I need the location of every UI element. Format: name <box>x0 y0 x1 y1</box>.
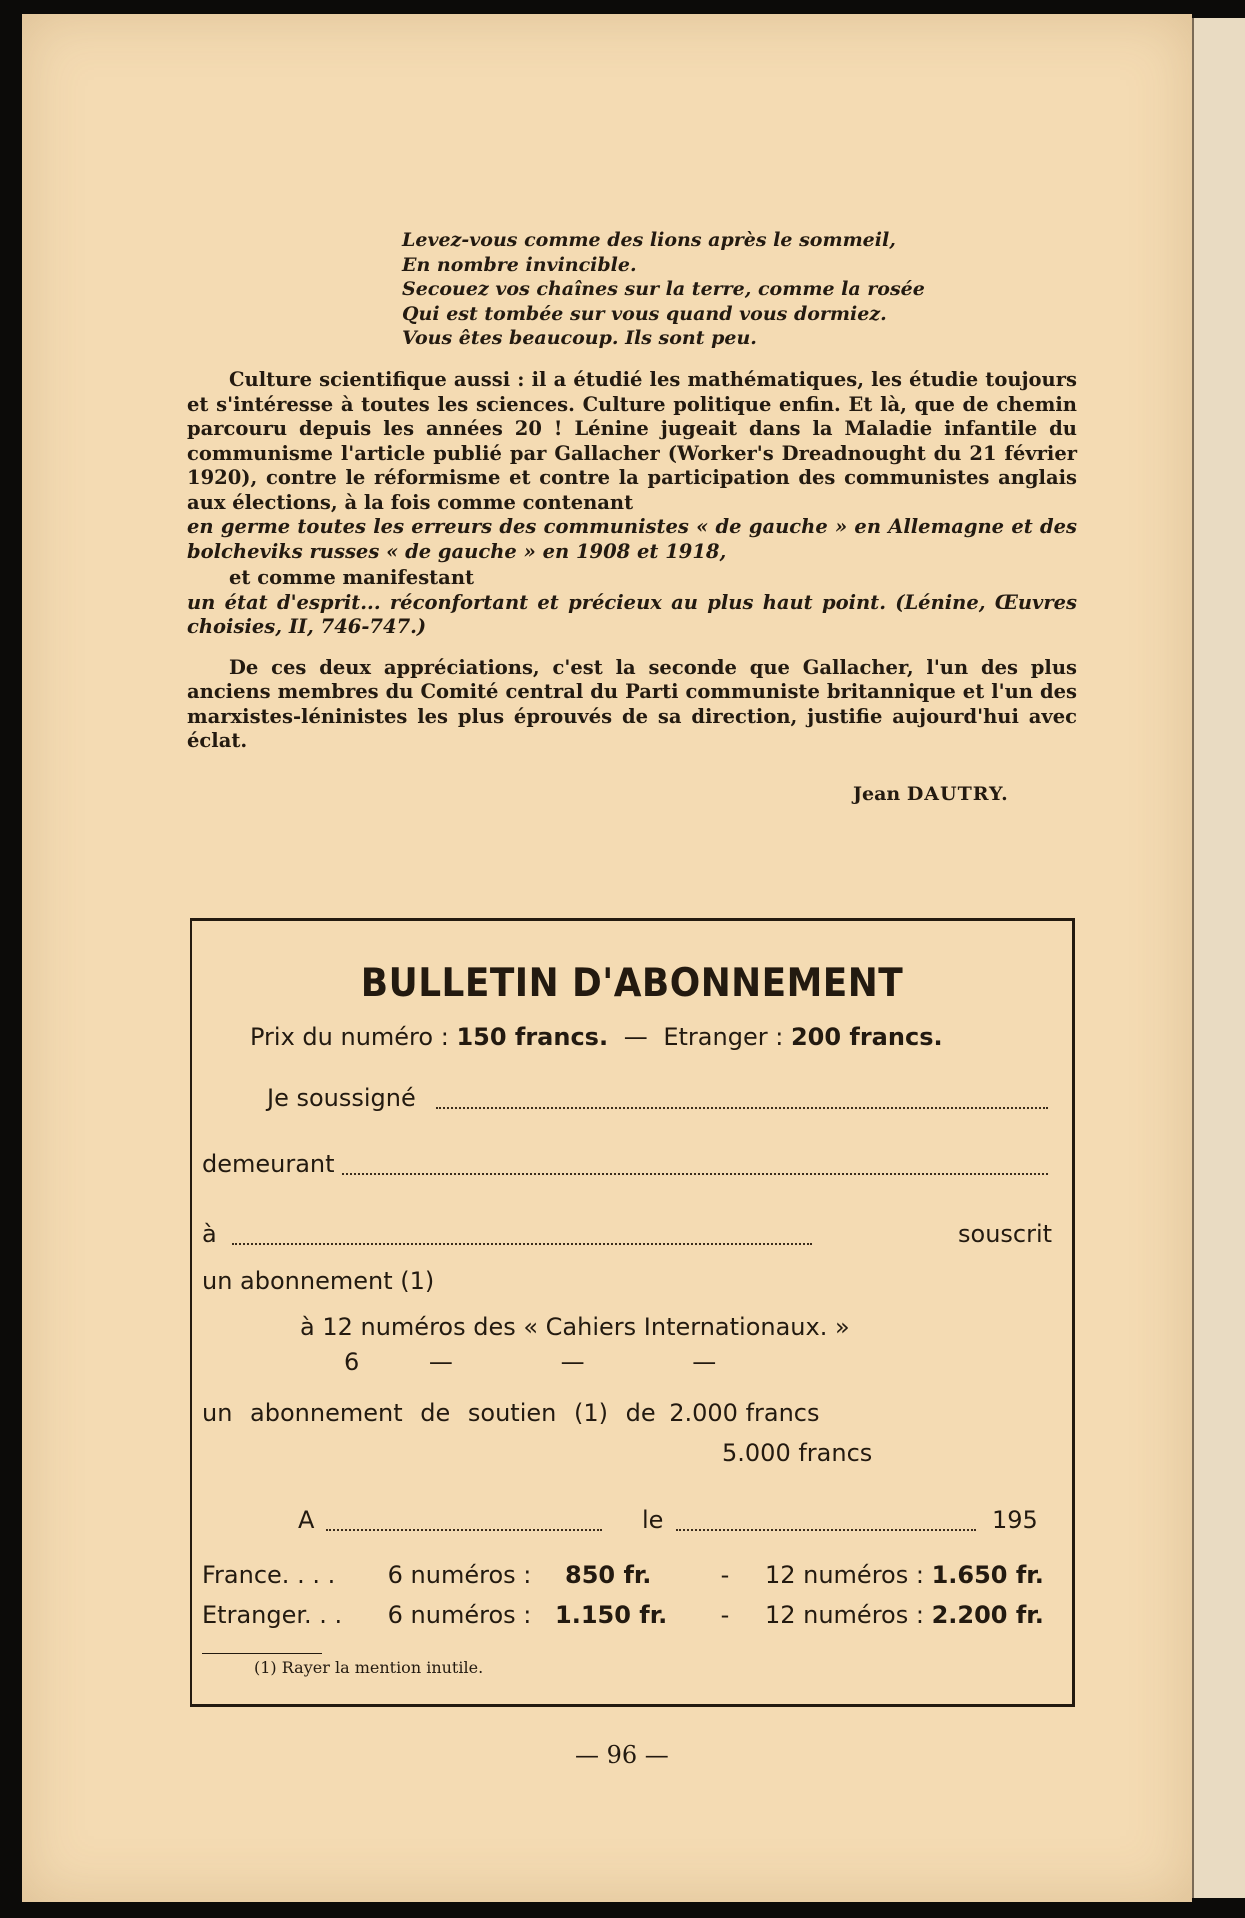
twelve-issues-label: 12 numéros : <box>764 1601 924 1629</box>
six-issues-label: 6 numéros : <box>387 1601 532 1629</box>
poem-line: Qui est tombée sur vous quand vous dormiez. <box>402 302 887 325</box>
support-5000[interactable]: 5.000 francs <box>722 1439 873 1467</box>
connector-text: et comme manifestant <box>229 566 474 589</box>
etranger-12-price: 2.200 fr. <box>931 1601 1044 1629</box>
year-label: 195 <box>992 1506 1038 1534</box>
facing-page-edge <box>1192 18 1245 1898</box>
support-2000: 2.000 francs <box>669 1399 820 1427</box>
block-quote: un état d'esprit... réconfortant et précieux au plus haut point. (Lénine, Œuvres choisies, II, 746-747.) <box>187 590 1077 638</box>
france-6-price: 850 fr. <box>565 1561 652 1589</box>
price-line <box>250 1023 943 1051</box>
undersigned-label: Je soussigné <box>267 1084 416 1112</box>
option-12-issues[interactable]: à 12 numéros des « Cahiers Internationaux. » <box>300 1313 850 1341</box>
author-signature <box>853 783 1009 805</box>
subscribes-label: souscrit <box>958 1220 1053 1248</box>
six-issues-label: 6 numéros : <box>387 1561 532 1589</box>
ditto-dash: — <box>692 1348 717 1376</box>
option-6-number: 6 <box>344 1348 360 1376</box>
foreign-rates <box>202 1601 1044 1629</box>
france-12-price: 1.650 fr. <box>931 1561 1044 1589</box>
poem-line: Levez-vous comme des lions après le sommeil, <box>402 229 896 251</box>
separator: - <box>720 1601 730 1629</box>
option-6-issues[interactable] <box>344 1348 716 1376</box>
paragraph: Culture scientifique aussi : il a étudié les mathématiques, les étudie toujours et s'intéresse à toutes les sciences. Culture politique enfin. Et là, que de chemin parcouru depuis les années 20 ! Lénine jugeait dans la Maladie infantile du communisme l'article publié par Gallacher (Worker's Dreadnought du 21 février 1920), contre le réformisme et contre la participation des communistes anglais aux élections, à la fois comme contenant <box>187 368 1077 514</box>
author-last-name: DAUTRY. <box>906 783 1009 805</box>
poem-line: Secouez vos chaînes sur la terre, comme la rosée <box>402 278 925 300</box>
form-title: BULLETIN D'ABONNEMENT <box>360 961 904 1006</box>
footnote-rule <box>202 1653 322 1654</box>
ditto-dash: — <box>560 1348 585 1376</box>
poem-line: En nombre invincible. <box>402 253 637 276</box>
date-label: le <box>642 1506 664 1534</box>
residing-label: demeurant <box>202 1150 335 1178</box>
footnote: (1) Rayer la mention inutile. <box>254 1658 484 1677</box>
support-label: un abonnement de soutien (1) de <box>202 1399 656 1427</box>
name-field[interactable] <box>436 1107 1048 1109</box>
etranger-label: Etranger. . . <box>202 1601 343 1629</box>
subscription-form <box>190 918 1075 1707</box>
ditto-dash: — <box>428 1348 453 1376</box>
price-value: 150 francs. <box>456 1023 609 1051</box>
poem-verse <box>402 228 925 351</box>
address-field[interactable] <box>342 1173 1048 1175</box>
subscription-label: un abonnement (1) <box>202 1267 435 1295</box>
paragraph: De ces deux appréciations, c'est la seconde que Gallacher, l'un des plus anciens membres du Comité central du Parti communiste britannique et l'un des marxistes-léninistes les plus éprouvés de sa direction, justifie aujourd'hui avec éclat. <box>187 655 1077 752</box>
city-field[interactable] <box>232 1243 812 1245</box>
france-label: France. . . . <box>202 1561 336 1589</box>
page-number: — 96 — <box>575 1741 669 1769</box>
foreign-price-value: 200 francs. <box>790 1023 943 1051</box>
place-label: A <box>298 1506 315 1534</box>
date-field[interactable] <box>676 1529 976 1531</box>
at-label: à <box>202 1220 217 1248</box>
place-field[interactable] <box>326 1529 602 1531</box>
article-body <box>187 368 1077 754</box>
price-dash: — <box>623 1023 648 1051</box>
price-label: Prix du numéro : <box>250 1023 449 1051</box>
france-rates <box>202 1561 1044 1589</box>
twelve-issues-label: 12 numéros : <box>764 1561 924 1589</box>
separator: - <box>720 1561 730 1589</box>
poem-line: Vous êtes beaucoup. Ils sont peu. <box>402 327 757 349</box>
foreign-price-label: Etranger : <box>663 1023 784 1051</box>
block-quote: en germe toutes les erreurs des communistes « de gauche » en Allemagne et des bolcheviks russes « de gauche » en 1908 et 1918, <box>187 515 1077 563</box>
support-option[interactable] <box>202 1399 820 1427</box>
etranger-6-price: 1.150 fr. <box>555 1601 668 1629</box>
author-first-name: Jean <box>853 783 901 805</box>
